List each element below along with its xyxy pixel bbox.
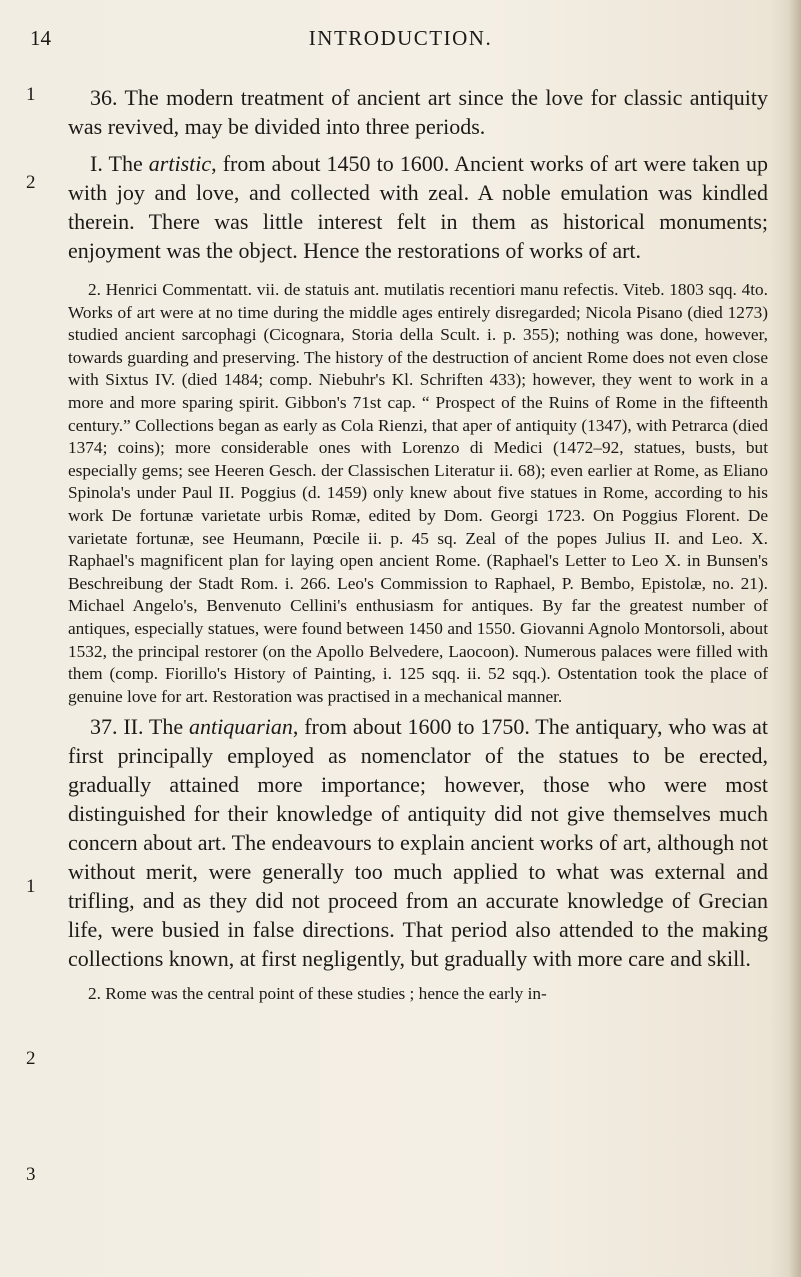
margin-line-number: 2: [26, 1048, 36, 1069]
antiquarian-term: antiquarian: [188, 714, 293, 740]
page-header: [0, 20, 801, 50]
artistic-rest: , from about 1450 to 1600. Ancient works of art were taken up with joy and love, and collected with zeal. A noble emulation was kindled therein. There was little interest felt in them as historical monuments; enjoyment was the object. Hence the restorations of works of art.: [68, 151, 768, 263]
artistic-term: artistic: [148, 151, 212, 176]
margin-line-number: 2: [26, 172, 36, 193]
artistic-lead: I. The: [90, 151, 149, 176]
page-edge-shadow: [787, 0, 801, 1277]
section-36-artistic-period: [68, 149, 768, 265]
antiquarian-lead: 37. II. The: [90, 714, 189, 740]
section-37-antiquarian-period: [68, 712, 768, 973]
page-number: 14: [30, 26, 51, 50]
margin-line-number: 1: [26, 876, 36, 897]
section-36-intro: 36. The modern treatment of ancient art since the love for classic antiquity was revived, may be divided into three periods.: [68, 85, 768, 139]
page-body: [68, 83, 768, 1010]
antiquarian-rest: , from about 1600 to 1750. The antiquary, who was at first principally employed as nomenclator of the statues to be erected, gradually attained more importance; however, those who were most distinguished for their knowledge of antiquity did not give themselves much concern about art. The endeavours to explain ancient works of art, although not without merit, were generally too much applied to what was external and trifling, and as they did not proceed from an accurate knowledge of Grecian life, were busied in false directions. That period also attended to the making collections known, at first negligently, but gradually with more care and skill.: [68, 714, 768, 972]
margin-line-number: 1: [26, 84, 36, 105]
running-head: INTRODUCTION.: [308, 26, 493, 50]
margin-line-number: 3: [26, 1164, 36, 1185]
footnote-2: 2. Henrici Commentatt. vii. de statuis ant. mutilatis recentiori manu refectis. Viteb. 1803 sqq. 4to. Works of art were at no time during the middle ages entirely disregarded; Nicola Pisano (died 1273) studied ancient sarcophagi (Cicognara, Storia della Scult. i. p. 355); nothing was done, however, towards guarding and preserving. The history of the destruction of ancient Rome does not even close with Sixtus IV. (died 1484; comp. Niebuhr's Kl. Schriften 433); however, they went to work in a more and more sparing spirit. Gibbon's 71st cap. “ Prospect of the Ruins of Rome in the fifteenth century.” Collections began as early as Cola Rienzi, that aper of antiquity (1347), with Petrarca (died 1374; coins); more considerable ones with Lorenzo di Medici (1472–92, statues, busts, but especially gems; see Heeren Gesch. der Classischen Literatur ii. 68); even earlier at Rome, as Eliano Spinola's under Paul II. Poggius (d. 1459) only knew about five statues in Rome, according to his work De fortunæ varietate urbis Romæ, edited by Dom. Georgi 1723. On Poggius Florent. De varietate fortunæ, see Heumann, Pœcile ii. p. 45 sq. Zeal of the popes Julius II. and Leo. X. Raphael's magnificent plan for laying open ancient Rome. (Raphael's Letter to Leo X. in Bunsen's Beschreibung der Stadt Rom. i. 266. Leo's Commission to Raphael, P. Bembo, Epistolæ, no. 21). Michael Angelo's, Benvenuto Cellini's enthusiasm for antiques. By far the greatest number of antiques, especially statues, were found between 1450 and 1550. Giovanni Agnolo Montorsoli, about 1532, the principal restorer (on the Apollo Belvedere, Laocoon). Numerous palaces were filled with them (comp. Fiorillo's History of Painting, i. 125 sqq. ii. 52 sqq.). Ostentation took the place of genuine love for art. Restoration was practised in a mechanical manner.: [68, 280, 768, 706]
footnote-final: 2. Rome was the central point of these studies ; hence the early in-: [88, 984, 547, 1004]
